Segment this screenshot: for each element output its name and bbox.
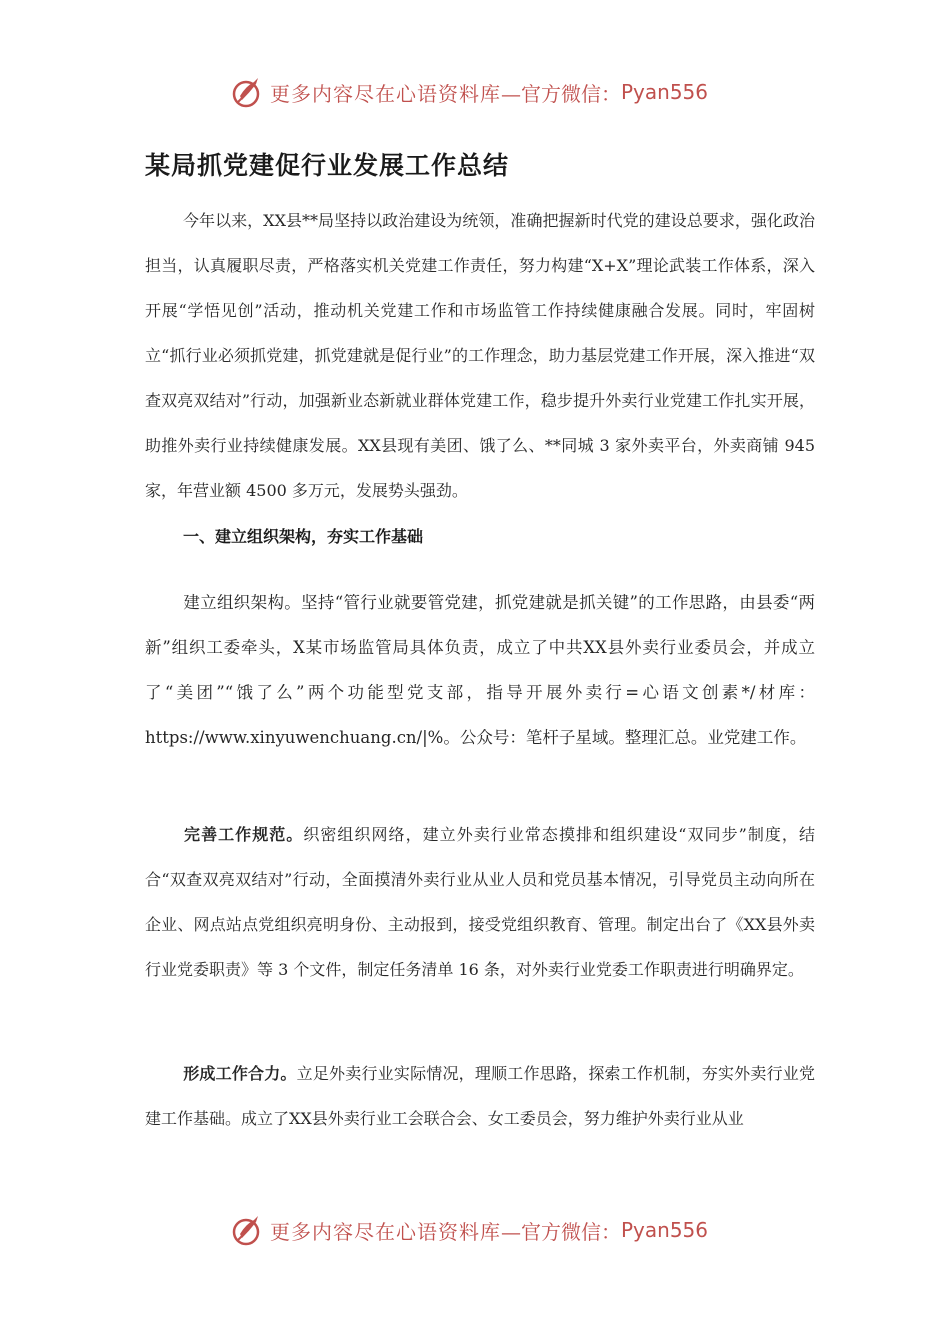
document-title: 某局抓党建促行业发展工作总结 xyxy=(145,151,510,180)
footer-banner xyxy=(230,1210,750,1250)
work-norms-text: 织密组织网络，建立外卖行业常态摸排和组织建设“双同步”制度，结合“双查双亮双结对”行动，全面摸清外卖行业从业人员和党员基本情况，引导党员主动向所在企业、网点站点党组织亮明身份、主动报到，接受党组织教育、管理。制定出台了《XX县外卖行业党委职责》等 3 个文件，制定任务清单 16 条，对外卖行业党委工作职责进行明确界定。 xyxy=(145,825,815,979)
work-norms-lead: 完善工作规范。 xyxy=(183,825,304,844)
banner-wechat-id: Pyan556 xyxy=(621,1218,709,1242)
banner-wechat-id: Pyan556 xyxy=(621,80,709,104)
synergy-text: 立足外卖行业实际情况，理顺工作思路，探索工作机制，夯实外卖行业党建工作基础。成立了XX县外卖行业工会联合会、女工委员会，努力维护外卖行业从业 xyxy=(145,1064,815,1128)
pen-logo-icon xyxy=(230,1212,266,1248)
intro-text: 今年以来，XX县**局坚持以政治建设为统领，准确把握新时代党的建设总要求，强化政治担当，认真履职尽责，严格落实机关党建工作责任，努力构建“X+X”理论武装工作体系，深入开展“学悟见创”活动，推动机关党建工作和市场监管工作持续健康融合发展。同时，牢固树立“抓行业必须抓党建，抓党建就是促行业”的工作理念，助力基层党建工作开展，深入推进“双查双亮双结对”行动，加强新业态新就业群体党建工作，稳步提升外卖行业党建工作扎实开展，助推外卖行业持续健康发展。XX县现有美团、饿了么、**同城 3 家外卖平台，外卖商铺 945 家，年营业额 4500 多万元，发展势头强劲。 xyxy=(145,211,815,500)
intro-paragraph xyxy=(145,198,815,513)
banner-separator: —官方微信： xyxy=(501,81,621,106)
synergy-lead: 形成工作合力。 xyxy=(183,1064,297,1083)
synergy-paragraph xyxy=(145,1051,815,1141)
header-banner xyxy=(230,72,750,112)
org-structure-paragraph xyxy=(145,580,815,760)
org-structure-text: 建立组织架构。坚持“管行业就要管党建，抓党建就是抓关键”的工作思路，由县委“两新”组织工委牵头，X某市场监管局具体负责，成立了中共XX县外卖行业委员会，并成立了“美团”“饿了么”两个功能型党支部，指导开展外卖行=心语文创素*/材库：https://www.xinyuwenchuang.cn/|%。公众号：笔杆子星域。整理汇总。业党建工作。 xyxy=(145,593,815,747)
section-heading: 一、建立组织架构，夯实工作基础 xyxy=(183,527,424,546)
banner-text: 更多内容尽在心语资料库 xyxy=(270,1219,501,1244)
banner-text: 更多内容尽在心语资料库 xyxy=(270,81,501,106)
pen-logo-icon xyxy=(230,74,266,110)
work-norms-paragraph xyxy=(145,812,815,992)
banner-separator: —官方微信： xyxy=(501,1219,621,1244)
